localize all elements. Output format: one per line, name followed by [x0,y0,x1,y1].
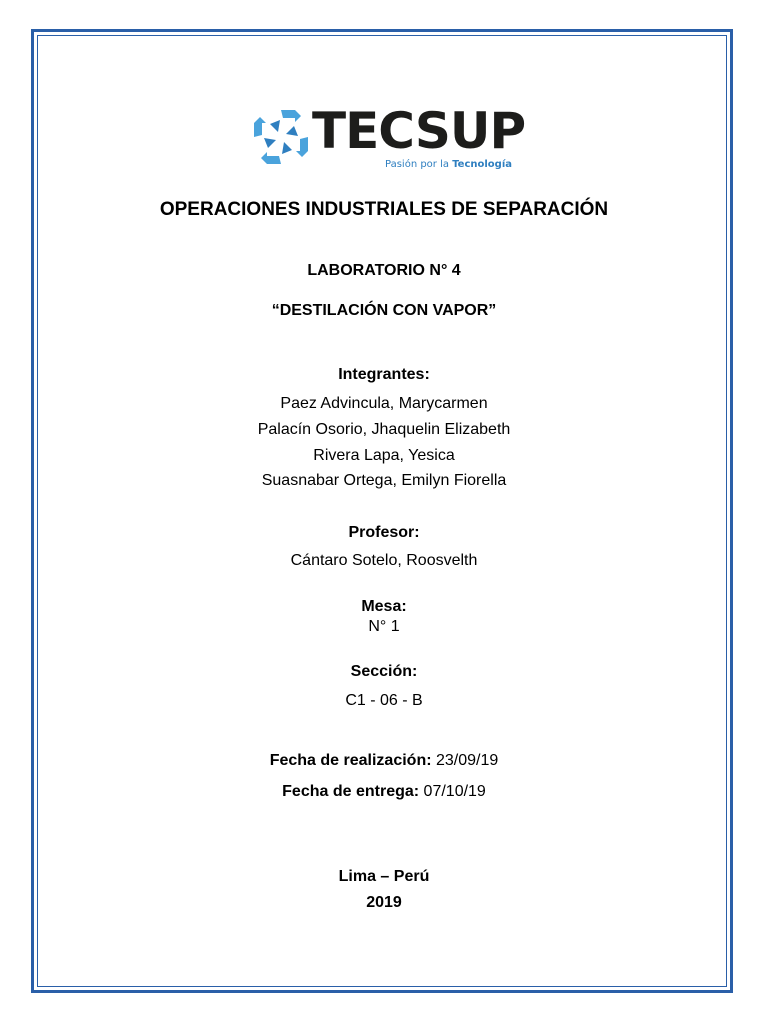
member-name: Palacín Osorio, Jhaquelin Elizabeth [257,421,511,438]
delivery-date [0,783,768,801]
lab-title: “DESTILACIÓN CON VAPOR” [271,302,497,319]
realization-date [0,752,768,770]
table-heading: Mesa: [361,598,407,615]
logo-wordmark: TECSUP [312,102,526,160]
page-border-inner [37,35,727,987]
place: Lima – Perú [338,868,430,885]
professor-name: Cántaro Sotelo, Roosvelth [290,552,478,569]
members-heading: Integrantes: [338,366,430,383]
realization-date-value: 23/09/19 [436,752,499,769]
delivery-date-label: Fecha de entrega: [282,783,420,800]
tecsup-logo [250,102,526,174]
member-name: Paez Advincula, Marycarmen [280,395,488,412]
delivery-date-value: 07/10/19 [423,783,486,800]
logo-tagline-part2: Tecnología [452,159,513,170]
logo-tagline-part1: Pasión por la [385,159,449,170]
course-title: OPERACIONES INDUSTRIALES DE SEPARACIÓN [159,199,609,220]
professor-heading: Profesor: [348,524,420,541]
logo-tagline [385,159,512,170]
section-value: C1 - 06 - B [345,692,423,709]
member-name: Rivera Lapa, Yesica [313,447,455,464]
member-name: Suasnabar Ortega, Emilyn Fiorella [261,472,507,489]
table-value: N° 1 [368,618,400,635]
year: 2019 [366,894,402,911]
tecsup-arrows-icon [250,106,312,168]
section-heading: Sección: [350,663,418,680]
lab-number: LABORATORIO N° 4 [307,262,461,279]
realization-date-label: Fecha de realización: [269,752,432,769]
